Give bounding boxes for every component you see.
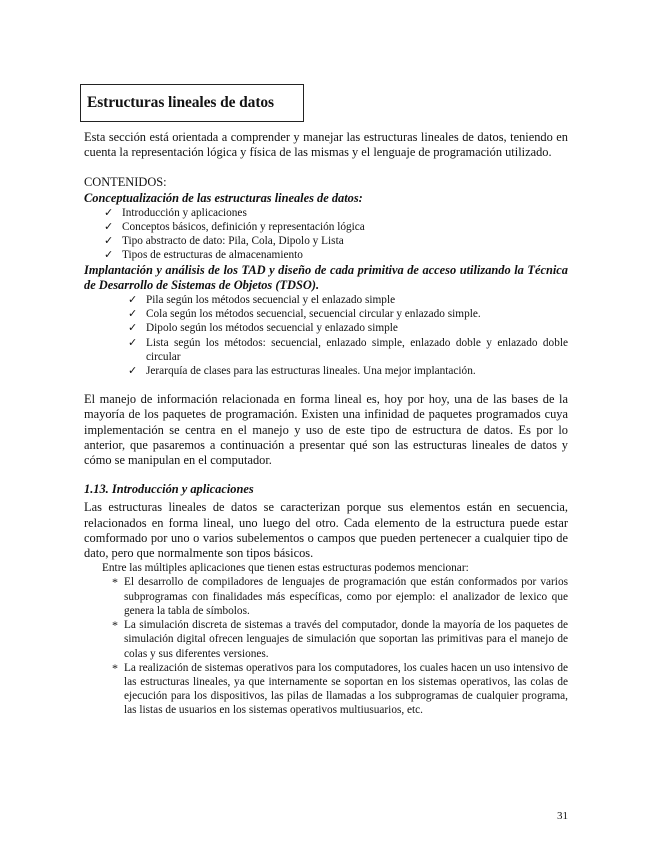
list-item: ✓ Lista según los métodos: secuencial, enlazado simple, enlazado doble y enlazado doble circular [128, 336, 568, 363]
list-item: ✓ Pila según los métodos secuencial y el enlazado simple [128, 294, 396, 307]
check-icon: ✓ [128, 294, 138, 307]
asterisk-bullet-icon: * [112, 575, 118, 590]
section-b-list [84, 293, 568, 378]
list-item: ✓ Introducción y aplicaciones [104, 206, 247, 219]
section-a-heading: Conceptualización de las estructuras lineales de datos: [84, 190, 363, 205]
list-item: ✓ Cola según los métodos secuencial, secuencial circular y enlazado simple. [128, 308, 481, 321]
applications-list [84, 575, 568, 717]
check-icon: ✓ [104, 235, 114, 248]
check-icon: ✓ [128, 322, 138, 335]
applications-intro: Entre las múltiples aplicaciones que tienen estas estructuras podemos mencionar: [102, 562, 469, 575]
check-icon: ✓ [128, 308, 138, 321]
section-a-list [84, 206, 568, 263]
document-body [84, 130, 568, 718]
asterisk-bullet-icon: * [112, 618, 118, 633]
list-item: * La realización de sistemas operativos para los computadores, los cuales hacen un uso intensivo de las estructuras lineales, ya que internamente se soportan en los sistemas operativos, las colas de ejecución para los dispositivos, las pilas de llamadas a los subprogramas de cualquier programa, las listas de usuarios en los sistemas operativos multiusuarios, etc. [112, 660, 568, 717]
page-number: 31 [557, 810, 568, 822]
asterisk-bullet-icon: * [112, 660, 118, 675]
list-item: * La simulación discreta de sistemas a través del computador, donde la mayoría de los paquetes de simulación digital ofrecen lenguajes de simulación que soportan las primitivas para el manejo de colas y sus diferentes versiones. [112, 618, 568, 660]
list-item: ✓ Tipos de estructuras de almacenamiento [104, 249, 303, 262]
check-icon: ✓ [104, 221, 114, 234]
section-113-heading: 1.13. Introducción y aplicaciones [84, 482, 254, 497]
section-title-box [80, 84, 304, 122]
section-b-heading: Implantación y análisis de los TAD y diseño de cada primitiva de acceso utilizando la Técnica de Desarrollo de Sistemas de Objetos (TDSO). [84, 262, 568, 292]
check-icon: ✓ [128, 365, 138, 378]
list-item: * El desarrollo de compiladores de lenguajes de programación que están conformados por varios subprogramas con finalidades más específicas, como por ejemplo: el analizador de lexico que genera la tabla de símbolos. [112, 575, 568, 617]
list-item: ✓ Tipo abstracto de dato: Pila, Cola, Dipolo y Lista [104, 235, 344, 248]
list-item: ✓ Conceptos básicos, definición y representación lógica [104, 221, 365, 234]
check-icon: ✓ [104, 249, 114, 262]
contents-label: CONTENIDOS: [84, 175, 167, 190]
intro-paragraph: Esta sección está orientada a comprender y manejar las estructuras lineales de datos, teniendo en cuenta la representación lógica y física de las mismas y el lenguaje de programación utilizado. [84, 130, 568, 160]
check-icon: ✓ [128, 336, 138, 349]
list-item: ✓ Jerarquía de clases para las estructuras lineales. Una mejor implantación. [128, 365, 476, 378]
section-113-paragraph: Las estructuras lineales de datos se caracterizan porque sus elementos están en secuencia, relacionados en forma lineal, uno luego del otro. Cada elemento de la estructura puede estar comformado por uno o varios subelementos o campos que pueden pertenecer a cualquier tipo de dato, pero que normalmente son tipos básicos. [84, 500, 568, 561]
section-title: Estructuras lineales de datos [87, 94, 274, 111]
paragraph-manejo: El manejo de información relacionada en forma lineal es, hoy por hoy, una de las bases de la mayoría de los paquetes de programación. Existen una infinidad de paquetes programados cuya implementación se centra en el manejo y uso de este tipo de estructura de datos. Es por lo anterior, que pasaremos a continuación a presentar qué son las estructuras lineales de datos y cómo se manipulan en el computador. [84, 392, 568, 468]
list-item: ✓ Dipolo según los métodos secuencial y enlazado simple [128, 322, 398, 335]
check-icon: ✓ [104, 206, 114, 219]
